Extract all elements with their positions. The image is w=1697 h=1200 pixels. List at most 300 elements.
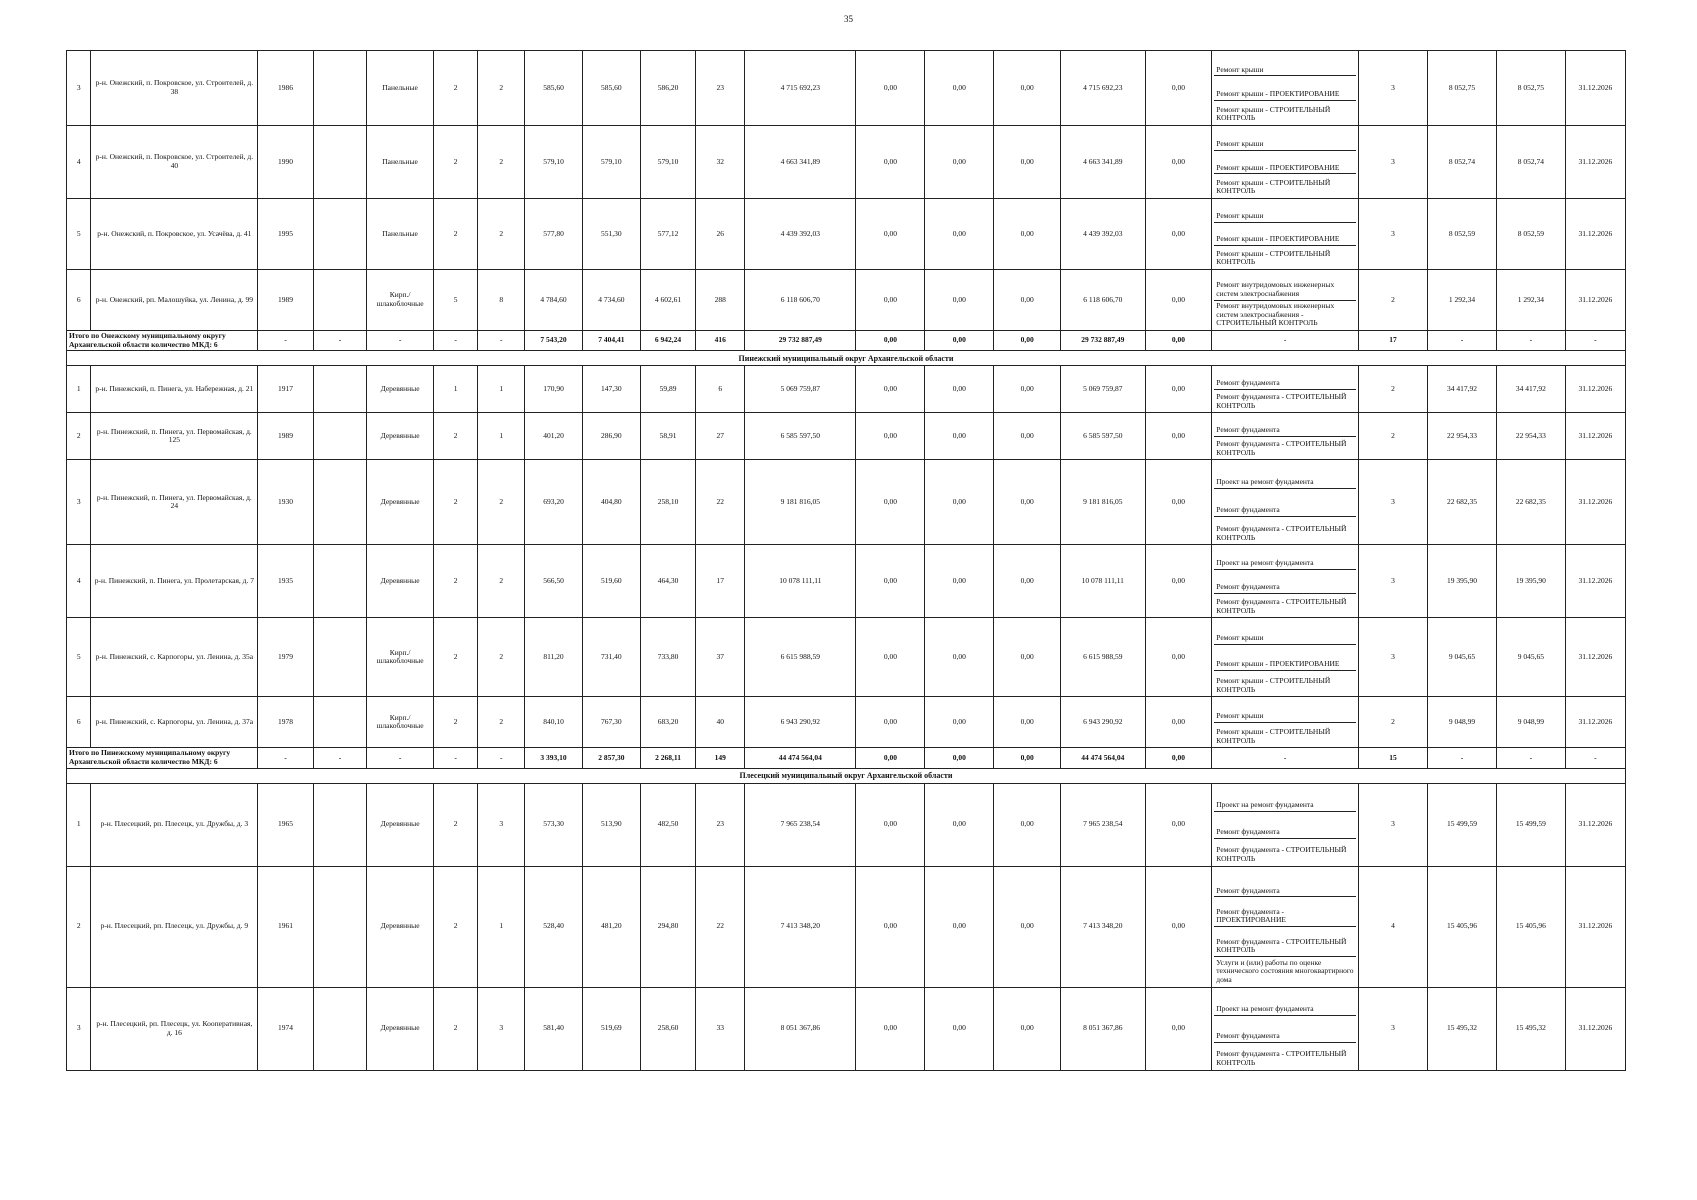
max-specific-cost-cell: 19 395,90 [1496,545,1565,618]
work-type-item: Ремонт крыши - ПРОЕКТИРОВАНИЕ [1214,76,1356,100]
fund-other-cell: 0,00 [1145,270,1212,331]
work-types-cell [1212,199,1359,270]
work-count-cell: 3 [1359,199,1428,270]
fund-local-cell: 0,00 [994,697,1061,748]
floors-cell: 5 [433,270,477,331]
year-renovated-cell [313,51,366,126]
work-type-item: Ремонт фундамента [1214,367,1356,390]
wall-material-cell: Деревянные [367,460,434,545]
specific-cost-cell: 8 052,74 [1427,126,1496,199]
residents-cell: 6 [696,366,745,413]
work-types-cell [1212,126,1359,199]
fund-regional-cell: 0,00 [925,545,994,618]
area-owned-cell: 579,10 [640,126,696,199]
entrances-cell: 2 [478,460,525,545]
wall-material-cell: Кирп./шлакоблочные [367,270,434,331]
work-count-cell: 4 [1359,866,1428,987]
fund-other-cell: 0,00 [1145,987,1212,1070]
fund-other-cell: 0,00 [1145,866,1212,987]
fund-owners-cell: 4 663 341,89 [1061,126,1146,199]
fund-owners-cell: 4 439 392,03 [1061,199,1146,270]
table-row [67,51,1626,126]
fund-local-cell: 0,00 [994,51,1061,126]
year-built-cell: 1965 [258,783,314,866]
work-type-item: Ремонт крыши [1214,698,1356,723]
fund-owners-cell: 4 715 692,23 [1061,51,1146,126]
total-dash-cell: - [478,748,525,768]
wall-material-cell: Деревянные [367,987,434,1070]
work-count-cell: 3 [1359,783,1428,866]
fund-owners-cell: 5 069 759,87 [1061,366,1146,413]
total-label: Итого по Онежскому муниципальному округу Архангельской области количество МКД: 6 [67,331,258,351]
residents-cell: 26 [696,199,745,270]
year-built-cell: 1995 [258,199,314,270]
total-label: Итого по Пинежскому муниципальному округу Архангельской области количество МКД: 6 [67,748,258,768]
address-cell: р-н. Пинежский, п. Пинега, ул. Набережная, д. 21 [91,366,258,413]
fund-other-cell: 0,00 [1145,126,1212,199]
fund-owners-cell: 7 965 238,54 [1061,783,1146,866]
fund-owners-cell: 6 585 597,50 [1061,413,1146,460]
fund-regional-cell: 0,00 [925,199,994,270]
fund-federal-cell: 0,00 [856,413,925,460]
wall-material-cell: Панельные [367,126,434,199]
work-type-item: Ремонт крыши - СТРОИТЕЛЬНЫЙ КОНТРОЛЬ [1216,177,1331,196]
table-row [67,460,1626,545]
work-type-item: Ремонт фундамента [1214,1016,1356,1043]
work-count-cell: 3 [1359,51,1428,126]
cost-total-cell: 4 439 392,03 [745,199,856,270]
row-number: 2 [67,413,91,460]
area-residential-cell: 4 734,60 [582,270,640,331]
table-row [67,866,1626,987]
total-c1-cell: 0,00 [856,748,925,768]
specific-cost-cell: 9 045,65 [1427,618,1496,697]
work-types-cell [1212,413,1359,460]
year-renovated-cell [313,366,366,413]
row-number: 4 [67,545,91,618]
floors-cell: 1 [433,366,477,413]
work-type-item: Ремонт внутридомовых инженерных систем электроснабжения - СТРОИТЕЛЬНЫЙ КОНТРОЛЬ [1216,301,1335,328]
fund-other-cell: 0,00 [1145,366,1212,413]
residents-cell: 23 [696,783,745,866]
cost-total-cell: 8 051 367,86 [745,987,856,1070]
cost-total-cell: 5 069 759,87 [745,366,856,413]
total-cost-total-cell: 29 732 887,49 [745,331,856,351]
year-renovated-cell [313,545,366,618]
work-types-cell [1212,51,1359,126]
wall-material-cell: Деревянные [367,545,434,618]
fund-federal-cell: 0,00 [856,783,925,866]
year-renovated-cell [313,783,366,866]
work-type-item: Проект на ремонт фундамента [1214,546,1356,570]
work-types-cell [1212,987,1359,1070]
row-number: 6 [67,270,91,331]
work-type-item: Ремонт фундамента - СТРОИТЕЛЬНЫЙ КОНТРОЛЬ [1216,524,1347,542]
section-title: Пинежский муниципальный округ Архангельской области [67,351,1626,366]
work-type-item: Ремонт фундамента [1214,812,1356,839]
wall-material-cell: Кирп./шлакоблочные [367,618,434,697]
area-owned-cell: 59,89 [640,366,696,413]
work-type-item: Ремонт фундамента - СТРОИТЕЛЬНЫЙ КОНТРОЛЬ [1216,392,1347,410]
specific-cost-cell: 9 048,99 [1427,697,1496,748]
fund-federal-cell: 0,00 [856,697,925,748]
address-cell: р-н. Пинежский, п. Пинега, ул. Первомайская, д. 125 [91,413,258,460]
fund-regional-cell: 0,00 [925,270,994,331]
year-renovated-cell [313,987,366,1070]
work-count-cell: 2 [1359,697,1428,748]
work-type-item: Ремонт крыши - СТРОИТЕЛЬНЫЙ КОНТРОЛЬ [1216,104,1331,123]
year-built-cell: 1989 [258,413,314,460]
area-owned-cell: 58,91 [640,413,696,460]
fund-owners-cell: 7 413 348,20 [1061,866,1146,987]
area-total-cell: 573,30 [525,783,583,866]
work-type-item: Ремонт крыши [1214,200,1356,223]
residents-cell: 288 [696,270,745,331]
deadline-cell: 31.12.2026 [1565,783,1625,866]
max-specific-cost-cell: 8 052,74 [1496,126,1565,199]
specific-cost-cell: 8 052,75 [1427,51,1496,126]
work-types-cell [1212,866,1359,987]
section-title: Плесецкий муниципальный округ Архангельской области [67,768,1626,783]
residents-cell: 27 [696,413,745,460]
area-residential-cell: 767,30 [582,697,640,748]
fund-other-cell: 0,00 [1145,697,1212,748]
wall-material-cell: Панельные [367,199,434,270]
row-number: 1 [67,783,91,866]
row-number: 5 [67,199,91,270]
work-type-item: Ремонт фундамента [1214,570,1356,594]
fund-local-cell: 0,00 [994,866,1061,987]
entrances-cell: 2 [478,545,525,618]
address-cell: р-н. Плесецкий, рп. Плесецк, ул. Дружбы, д. 9 [91,866,258,987]
area-residential-cell: 551,30 [582,199,640,270]
fund-regional-cell: 0,00 [925,460,994,545]
fund-regional-cell: 0,00 [925,51,994,126]
deadline-cell: 31.12.2026 [1565,413,1625,460]
work-type-item: Услуги и (или) работы по оценке технического состояния многоквартирного дома [1216,957,1354,984]
row-number: 6 [67,697,91,748]
year-built-cell: 1917 [258,366,314,413]
total-c1-cell: 0,00 [856,331,925,351]
work-type-item: Ремонт крыши - СТРОИТЕЛЬНЫЙ КОНТРОЛЬ [1216,727,1331,745]
deadline-cell: 31.12.2026 [1565,126,1625,199]
fund-owners-cell: 9 181 816,05 [1061,460,1146,545]
fund-local-cell: 0,00 [994,783,1061,866]
residents-cell: 17 [696,545,745,618]
fund-owners-cell: 6 615 988,59 [1061,618,1146,697]
total-area-owned-cell: 2 268,11 [640,748,696,768]
area-owned-cell: 586,20 [640,51,696,126]
floors-cell: 2 [433,199,477,270]
table-row [67,199,1626,270]
work-types-cell [1212,545,1359,618]
total-dash-cell: - [1212,748,1359,768]
year-renovated-cell [313,270,366,331]
fund-federal-cell: 0,00 [856,51,925,126]
total-area-total-cell: 7 543,20 [525,331,583,351]
address-cell: р-н. Онежский, п. Покровское, ул. Усачёва, д. 41 [91,199,258,270]
work-type-item: Ремонт внутридомовых инженерных систем электроснабжения [1214,271,1356,301]
fund-federal-cell: 0,00 [856,618,925,697]
fund-other-cell: 0,00 [1145,783,1212,866]
deadline-cell: 31.12.2026 [1565,697,1625,748]
cost-total-cell: 7 413 348,20 [745,866,856,987]
fund-regional-cell: 0,00 [925,987,994,1070]
cost-total-cell: 6 118 606,70 [745,270,856,331]
table-row [67,697,1626,748]
area-total-cell: 4 784,60 [525,270,583,331]
specific-cost-cell: 15 499,59 [1427,783,1496,866]
work-count-cell: 3 [1359,618,1428,697]
fund-other-cell: 0,00 [1145,618,1212,697]
entrances-cell: 8 [478,270,525,331]
year-built-cell: 1978 [258,697,314,748]
fund-owners-cell: 6 943 290,92 [1061,697,1146,748]
work-type-item: Проект на ремонт фундамента [1214,785,1356,812]
total-residents-cell: 149 [696,748,745,768]
row-number: 5 [67,618,91,697]
max-specific-cost-cell: 22 954,33 [1496,413,1565,460]
max-specific-cost-cell: 9 048,99 [1496,697,1565,748]
repair-program-table [66,50,1626,1071]
total-dash-cell: - [1496,748,1565,768]
fund-other-cell: 0,00 [1145,545,1212,618]
year-built-cell: 1989 [258,270,314,331]
floors-cell: 2 [433,783,477,866]
specific-cost-cell: 34 417,92 [1427,366,1496,413]
entrances-cell: 3 [478,987,525,1070]
specific-cost-cell: 22 682,35 [1427,460,1496,545]
fund-regional-cell: 0,00 [925,783,994,866]
fund-federal-cell: 0,00 [856,199,925,270]
work-types-cell [1212,270,1359,331]
year-built-cell: 1935 [258,545,314,618]
deadline-cell: 31.12.2026 [1565,866,1625,987]
fund-local-cell: 0,00 [994,618,1061,697]
year-renovated-cell [313,460,366,545]
year-built-cell: 1961 [258,866,314,987]
floors-cell: 2 [433,51,477,126]
work-count-cell: 3 [1359,545,1428,618]
table-row [67,987,1626,1070]
page-number: 35 [844,14,853,24]
work-type-item: Ремонт крыши - СТРОИТЕЛЬНЫЙ КОНТРОЛЬ [1216,676,1331,694]
floors-cell: 2 [433,545,477,618]
row-number: 3 [67,460,91,545]
total-dash-cell: - [258,331,314,351]
max-specific-cost-cell: 34 417,92 [1496,366,1565,413]
deadline-cell: 31.12.2026 [1565,987,1625,1070]
wall-material-cell: Панельные [367,51,434,126]
cost-total-cell: 6 585 597,50 [745,413,856,460]
floors-cell: 2 [433,618,477,697]
total-dash-cell: - [1212,331,1359,351]
wall-material-cell: Кирп./шлакоблочные [367,697,434,748]
year-renovated-cell [313,618,366,697]
fund-other-cell: 0,00 [1145,460,1212,545]
address-cell: р-н. Пинежский, п. Пинега, ул. Пролетарская, д. 7 [91,545,258,618]
work-type-item: Проект на ремонт фундамента [1214,461,1356,489]
fund-local-cell: 0,00 [994,413,1061,460]
year-built-cell: 1974 [258,987,314,1070]
cost-total-cell: 9 181 816,05 [745,460,856,545]
area-total-cell: 693,20 [525,460,583,545]
work-count-cell: 2 [1359,270,1428,331]
section-header-row [67,351,1626,366]
fund-federal-cell: 0,00 [856,460,925,545]
area-total-cell: 581,40 [525,987,583,1070]
work-type-item: Ремонт фундамента [1214,868,1356,898]
area-owned-cell: 482,50 [640,783,696,866]
work-type-item: Ремонт фундамента - ПРОЕКТИРОВАНИЕ [1214,897,1356,927]
total-work-count-cell: 17 [1359,331,1428,351]
floors-cell: 2 [433,413,477,460]
total-area-owned-cell: 6 942,24 [640,331,696,351]
work-type-item: Ремонт фундамента [1214,414,1356,437]
address-cell: р-н. Плесецкий, рп. Плесецк, ул. Кооперативная, д. 16 [91,987,258,1070]
total-dash-cell: - [313,748,366,768]
total-dash-cell: - [478,331,525,351]
total-area-res-cell: 2 857,30 [582,748,640,768]
work-type-item: Ремонт фундамента - СТРОИТЕЛЬНЫЙ КОНТРОЛЬ [1216,1049,1347,1067]
total-c3-cell: 0,00 [994,331,1061,351]
total-dash-cell: - [313,331,366,351]
residents-cell: 22 [696,866,745,987]
year-built-cell: 1986 [258,51,314,126]
total-c3-cell: 0,00 [994,748,1061,768]
area-total-cell: 170,90 [525,366,583,413]
fund-regional-cell: 0,00 [925,366,994,413]
specific-cost-cell: 1 292,34 [1427,270,1496,331]
work-type-item: Ремонт крыши - ПРОЕКТИРОВАНИЕ [1214,223,1356,246]
entrances-cell: 2 [478,51,525,126]
area-residential-cell: 147,30 [582,366,640,413]
area-total-cell: 566,50 [525,545,583,618]
total-residents-cell: 416 [696,331,745,351]
row-number: 2 [67,866,91,987]
total-dash-cell: - [1496,331,1565,351]
cost-total-cell: 10 078 111,11 [745,545,856,618]
work-count-cell: 2 [1359,366,1428,413]
total-c4-cell: 29 732 887,49 [1061,331,1146,351]
address-cell: р-н. Пинежский, п. Пинега, ул. Первомайская, д. 24 [91,460,258,545]
floors-cell: 2 [433,126,477,199]
fund-other-cell: 0,00 [1145,413,1212,460]
total-work-count-cell: 15 [1359,748,1428,768]
work-type-item: Ремонт фундамента - СТРОИТЕЛЬНЫЙ КОНТРОЛЬ [1214,927,1356,957]
total-c2-cell: 0,00 [925,748,994,768]
area-residential-cell: 404,80 [582,460,640,545]
area-residential-cell: 519,60 [582,545,640,618]
cost-total-cell: 4 715 692,23 [745,51,856,126]
work-types-cell [1212,618,1359,697]
fund-local-cell: 0,00 [994,126,1061,199]
fund-federal-cell: 0,00 [856,126,925,199]
fund-owners-cell: 8 051 367,86 [1061,987,1146,1070]
specific-cost-cell: 15 405,96 [1427,866,1496,987]
total-dash-cell: - [367,748,434,768]
total-area-res-cell: 7 404,41 [582,331,640,351]
table-row [67,270,1626,331]
fund-regional-cell: 0,00 [925,866,994,987]
specific-cost-cell: 19 395,90 [1427,545,1496,618]
max-specific-cost-cell: 15 499,59 [1496,783,1565,866]
max-specific-cost-cell: 8 052,59 [1496,199,1565,270]
total-dash-cell: - [1565,331,1625,351]
fund-local-cell: 0,00 [994,270,1061,331]
deadline-cell: 31.12.2026 [1565,618,1625,697]
fund-owners-cell: 6 118 606,70 [1061,270,1146,331]
total-c2-cell: 0,00 [925,331,994,351]
max-specific-cost-cell: 22 682,35 [1496,460,1565,545]
area-residential-cell: 579,10 [582,126,640,199]
area-residential-cell: 585,60 [582,51,640,126]
year-renovated-cell [313,126,366,199]
row-number: 1 [67,366,91,413]
total-dash-cell: - [433,748,477,768]
table-row [67,366,1626,413]
residents-cell: 32 [696,126,745,199]
address-cell: р-н. Онежский, п. Покровское, ул. Строителей, д. 40 [91,126,258,199]
area-owned-cell: 577,12 [640,199,696,270]
fund-local-cell: 0,00 [994,366,1061,413]
area-residential-cell: 286,90 [582,413,640,460]
max-specific-cost-cell: 9 045,65 [1496,618,1565,697]
year-built-cell: 1990 [258,126,314,199]
residents-cell: 23 [696,51,745,126]
fund-regional-cell: 0,00 [925,697,994,748]
address-cell: р-н. Пинежский, с. Карпогоры, ул. Ленина, д. 37а [91,697,258,748]
year-built-cell: 1979 [258,618,314,697]
work-count-cell: 2 [1359,413,1428,460]
area-total-cell: 811,20 [525,618,583,697]
entrances-cell: 3 [478,783,525,866]
work-count-cell: 3 [1359,987,1428,1070]
table-row [67,126,1626,199]
residents-cell: 37 [696,618,745,697]
entrances-cell: 1 [478,366,525,413]
total-row [67,331,1626,351]
area-owned-cell: 733,80 [640,618,696,697]
area-owned-cell: 294,80 [640,866,696,987]
fund-regional-cell: 0,00 [925,126,994,199]
area-total-cell: 840,10 [525,697,583,748]
area-owned-cell: 464,30 [640,545,696,618]
fund-regional-cell: 0,00 [925,413,994,460]
total-dash-cell: - [367,331,434,351]
total-c4-cell: 44 474 564,04 [1061,748,1146,768]
total-dash-cell: - [1427,748,1496,768]
area-residential-cell: 731,40 [582,618,640,697]
floors-cell: 2 [433,697,477,748]
cost-total-cell: 7 965 238,54 [745,783,856,866]
work-type-item: Ремонт крыши - СТРОИТЕЛЬНЫЙ КОНТРОЛЬ [1216,248,1331,267]
wall-material-cell: Деревянные [367,783,434,866]
work-type-item: Ремонт фундамента - СТРОИТЕЛЬНЫЙ КОНТРОЛЬ [1216,439,1347,457]
deadline-cell: 31.12.2026 [1565,460,1625,545]
entrances-cell: 1 [478,866,525,987]
area-owned-cell: 258,60 [640,987,696,1070]
floors-cell: 2 [433,866,477,987]
area-owned-cell: 683,20 [640,697,696,748]
cost-total-cell: 6 615 988,59 [745,618,856,697]
work-types-cell [1212,366,1359,413]
fund-regional-cell: 0,00 [925,618,994,697]
area-residential-cell: 519,69 [582,987,640,1070]
entrances-cell: 1 [478,413,525,460]
specific-cost-cell: 15 495,32 [1427,987,1496,1070]
row-number: 3 [67,987,91,1070]
